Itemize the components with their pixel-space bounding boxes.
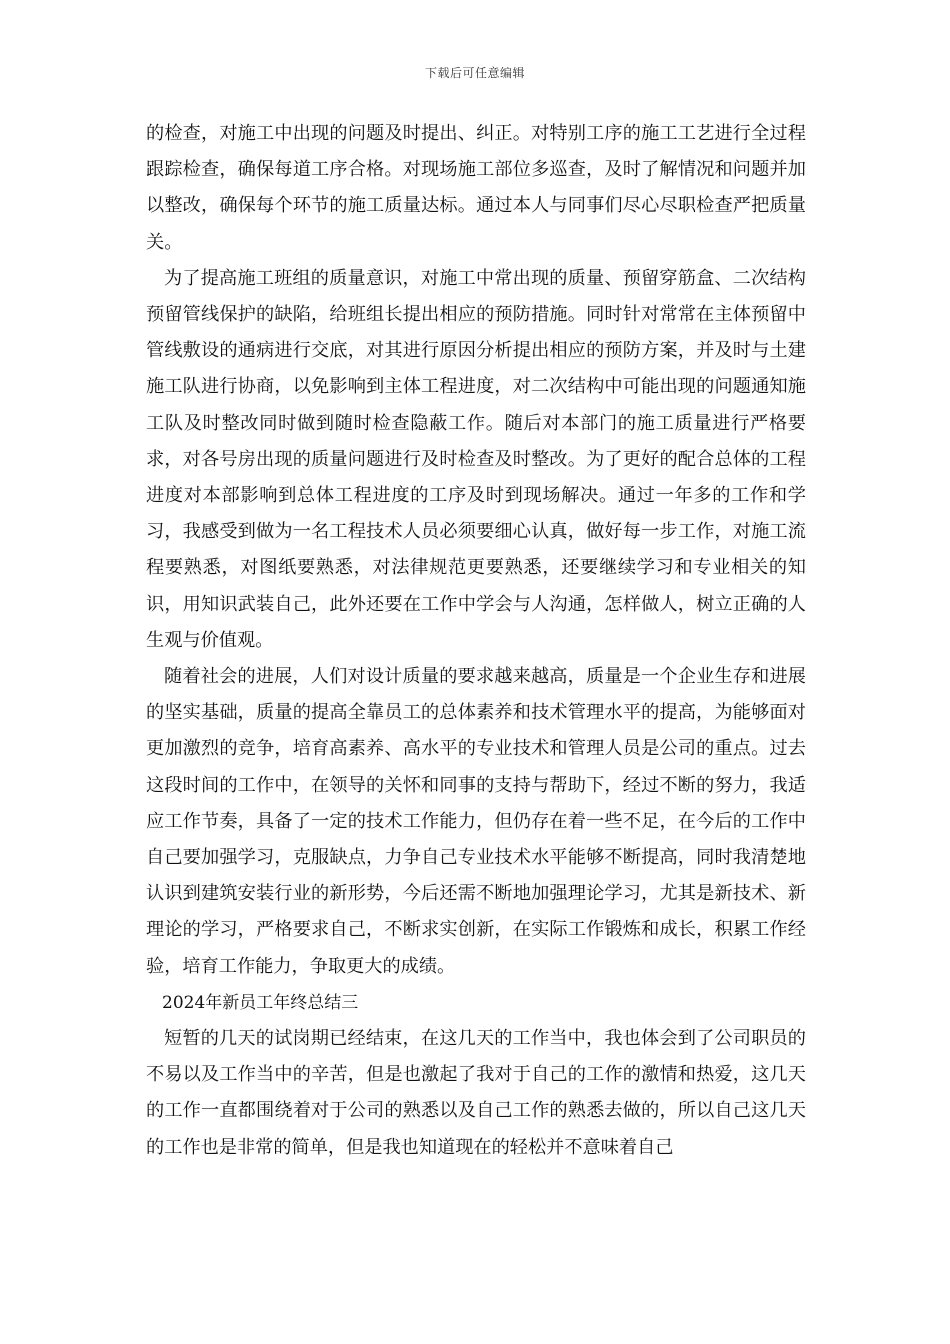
document-body xyxy=(146,116,806,1166)
body-paragraph: 短暂的几天的试岗期已经结束，在这几天的工作当中，我也体会到了公司职员的不易以及工作当中的辛苦，但是也激起了我对于自己的工作的激情和热爱，这几天的工作一直都围绕着对于公司的熟悉以及自己工作的熟悉去做的，所以自己这几天的工作也是非常的简单，但是我也知道现在的轻松并不意味着自己 xyxy=(146,1028,806,1158)
page-header: 下载后可任意编辑 xyxy=(424,66,525,80)
section-heading: 2024年新员工年终总结三 xyxy=(162,992,359,1013)
body-paragraph: 随着社会的进展，人们对设计质量的要求越来越高，质量是一个企业生存和进展的坚实基础，质量的提高全靠员工的总体素养和技术管理水平的提高，为能够面对更加激烈的竞争，培育高素养、高水平的专业技术和管理人员是公司的重点。过去这段时间的工作中，在领导的关怀和同事的支持与帮助下，经过不断的努力，我适应工作节奏，具备了一定的技术工作能力，但仍存在着一些不足，在今后的工作中自己要加强学习，克服缺点，力争自己专业技术水平能够不断提高，同时我清楚地认识到建筑安装行业的新形势，今后还需不断地加强理论学习，尤其是新技术、新理论的学习，严格要求自己，不断求实创新，在实际工作锻炼和成长，积累工作经验，培育工作能力，争取更大的成绩。 xyxy=(146,666,806,977)
body-paragraph: 为了提高施工班组的质量意识，对施工中常出现的质量、预留穿筋盒、二次结构预留管线保护的缺陷，给班组长提出相应的预防措施。同时针对常常在主体预留中管线敷设的通病进行交底，对其进行原因分析提出相应的预防方案，并及时与土建施工队进行协商，以免影响到主体工程进度，对二次结构中可能出现的问题通知施工队及时整改同时做到随时检查隐蔽工作。随后对本部门的施工质量进行严格要求，对各号房出现的质量问题进行及时检查及时整改。为了更好的配合总体的工程进度对本部影响到总体工程进度的工序及时到现场解决。通过一年多的工作和学习，我感受到做为一名工程技术人员必须要细心认真，做好每一步工作，对施工流程要熟悉，对图纸要熟悉，对法律规范更要熟悉，还要继续学习和专业相关的知识，用知识武装自己，此外还要在工作中学会与人沟通，怎样做人，树立正确的人生观与价值观。 xyxy=(146,267,806,651)
body-paragraph-continuation: 的检查，对施工中出现的问题及时提出、纠正。对特别工序的施工工艺进行全过程跟踪检查，确保每道工序合格。对现场施工部位多巡查，及时了解情况和问题并加以整改，确保每个环节的施工质量达标。通过本人与同事们尽心尽职检查严把质量关。 xyxy=(146,123,806,253)
